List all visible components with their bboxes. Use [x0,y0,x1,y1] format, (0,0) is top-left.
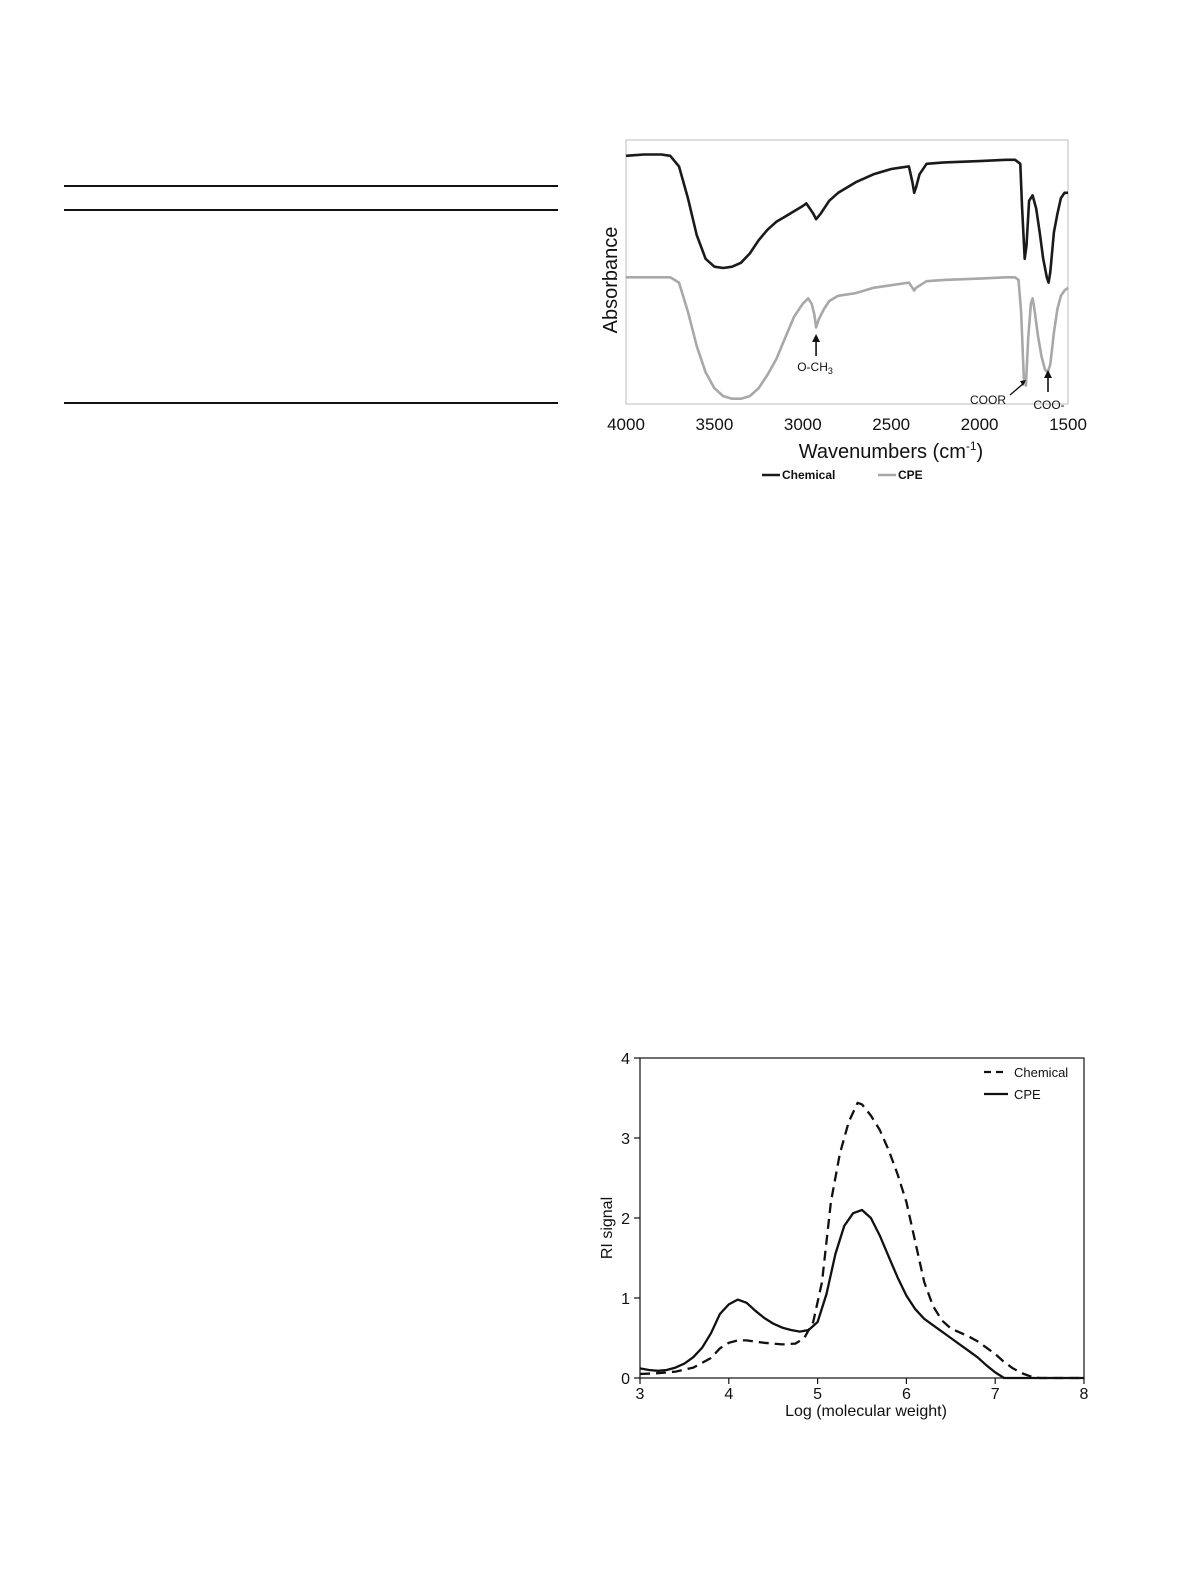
gpc-y-axis-label: RI signal [599,1196,616,1260]
gpc-series-line-cpe [640,1210,1084,1378]
ftir-x-tick-label: 2000 [960,415,999,434]
ftir-x-axis-label-sup: -1 [965,439,977,453]
ftir-x-axis-label-main: Wavenumbers (cm [798,441,966,463]
och3-annotation-sub: 3 [827,366,833,376]
gpc-legend-label-chemical: Chemical [1014,1065,1069,1080]
ftir-x-tick-label: 3000 [783,415,822,434]
gpc-y-tick-label: 3 [621,1131,630,1148]
och3-annotation-main: O-CH [797,360,828,374]
ftir-x-tick-label: 1500 [1049,415,1087,434]
coor-arrow-head [1020,380,1026,386]
ftir-x-axis-label [799,439,983,463]
gpc-x-tick-label: 5 [813,1386,823,1403]
gpc-x-axis-label: Log (molecular weight) [785,1403,947,1420]
coor-arrow-shaft [1010,383,1024,395]
coor-annotation: COOR [970,393,1006,407]
gpc-y-tick-label: 1 [621,1291,630,1308]
gpc-legend-label-cpe: CPE [1014,1087,1041,1102]
gpc-series-line-chemical [640,1103,1084,1378]
gpc-plot-frame [640,1058,1084,1378]
ftir-series-line-chemical [626,155,1068,283]
och3-arrow-head [812,334,820,342]
ftir-legend-label-chemical: Chemical [782,468,836,482]
och3-annotation [797,360,833,376]
gpc-y-tick-label: 2 [621,1211,630,1228]
gpc-x-tick-label: 7 [990,1386,1000,1403]
ftir-x-tick-label: 3500 [695,415,734,434]
coo-arrow-head [1044,370,1052,378]
gpc-x-tick-label: 8 [1079,1386,1089,1403]
gpc-x-tick-label: 4 [724,1386,734,1403]
coo-annotation: COO- [1033,398,1065,412]
ftir-series-line-cpe [626,277,1068,398]
ftir-y-axis-label: Absorbance [600,226,622,334]
gpc-x-tick-label: 6 [901,1386,911,1403]
ftir-plot-frame [626,140,1068,404]
gpc-x-tick-label: 3 [635,1386,645,1403]
ftir-x-tick-label: 2500 [872,415,911,434]
ftir-x-tick-label: 4000 [607,415,645,434]
gpc-y-tick-label: 4 [621,1051,630,1068]
ftir-legend-label-cpe: CPE [898,468,923,482]
gpc-y-tick-label: 0 [621,1371,630,1388]
ftir-x-axis-label-close: ) [976,441,984,463]
